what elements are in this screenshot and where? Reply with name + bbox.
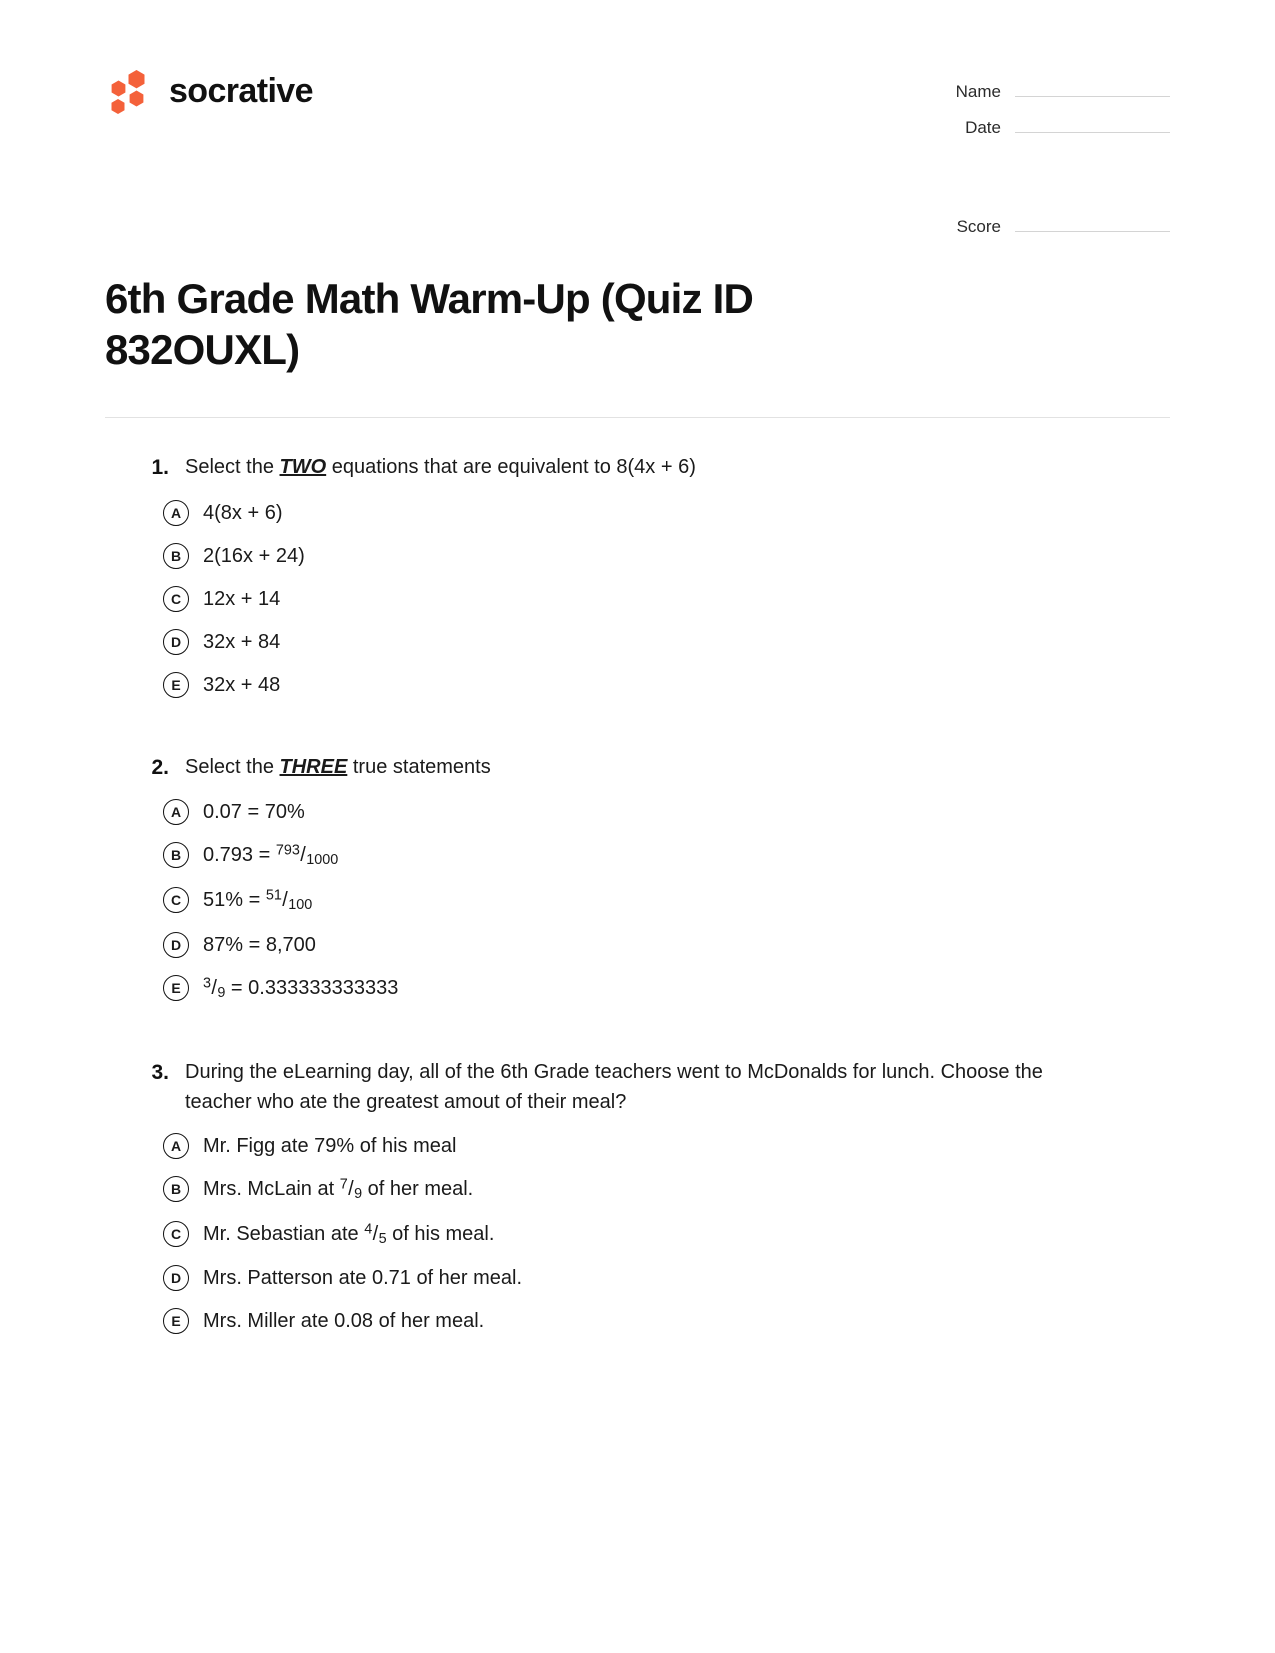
fraction-denominator: 5 bbox=[378, 1230, 387, 1247]
choice-text: 32x + 84 bbox=[203, 630, 281, 653]
choice-e[interactable] bbox=[105, 670, 1170, 700]
fraction-slash: / bbox=[300, 844, 306, 867]
choice-text: 0.793 = $^{793}$/1000 bbox=[203, 843, 339, 869]
choice-text: Mr. Sebastian ate $^4$/5 of his meal. bbox=[203, 1221, 495, 1247]
question-text: Select the TWO equations that are equivalent to 8(4x + 6) bbox=[185, 456, 696, 479]
date-field-row bbox=[925, 112, 1170, 138]
question-number: 2. bbox=[151, 755, 169, 779]
fraction-slash: / bbox=[372, 1222, 379, 1245]
choice-b[interactable] bbox=[105, 541, 1170, 571]
socrative-hexagon-icon bbox=[105, 68, 151, 114]
socrative-logo bbox=[105, 60, 313, 114]
choice-bubble-d[interactable]: D bbox=[163, 1265, 189, 1291]
choice-a[interactable] bbox=[105, 1131, 1170, 1161]
question-emphasis: TWO bbox=[279, 456, 327, 479]
choice-bubble-b[interactable]: B bbox=[163, 1176, 189, 1202]
score-input-line[interactable] bbox=[1015, 211, 1170, 232]
fraction bbox=[364, 1223, 386, 1245]
choice-list bbox=[105, 1131, 1170, 1337]
choice-bubble-e[interactable]: E bbox=[163, 672, 189, 698]
page-title: 6th Grade Math Warm-Up (Quiz ID 832OUXL) bbox=[105, 275, 754, 374]
choice-text: 12x + 14 bbox=[203, 587, 281, 610]
fraction-denominator: 100 bbox=[288, 897, 313, 914]
choice-text: 2(16x + 24) bbox=[203, 544, 305, 567]
choice-bubble-a[interactable]: A bbox=[163, 1133, 189, 1159]
student-meta-fields bbox=[925, 60, 1170, 247]
choice-b[interactable] bbox=[105, 840, 1170, 872]
fraction bbox=[265, 887, 313, 914]
choice-bubble-d[interactable]: D bbox=[163, 932, 189, 958]
choice-a[interactable] bbox=[105, 797, 1170, 827]
choice-text: 32x + 48 bbox=[203, 673, 281, 696]
title-block bbox=[0, 247, 1275, 375]
question-stem bbox=[105, 752, 1170, 784]
fraction-numerator: 3 bbox=[203, 975, 212, 992]
fraction-numerator: 793 bbox=[275, 843, 300, 859]
question-3 bbox=[105, 1057, 1170, 1337]
choice-bubble-b[interactable]: B bbox=[163, 543, 189, 569]
choice-text: Mrs. Patterson ate 0.71 of her meal. bbox=[203, 1267, 523, 1290]
fraction-numerator: 4 bbox=[364, 1221, 373, 1238]
choice-bubble-b[interactable]: B bbox=[163, 842, 189, 868]
fraction-slash: / bbox=[348, 1177, 354, 1200]
date-label: Date bbox=[965, 118, 1001, 137]
fraction-denominator: 9 bbox=[354, 1185, 363, 1202]
fraction-numerator: 7 bbox=[339, 1176, 348, 1193]
score-field-row bbox=[925, 211, 1170, 237]
choice-text: Mrs. Miller ate 0.08 of her meal. bbox=[203, 1310, 485, 1333]
fraction bbox=[275, 843, 339, 869]
fraction bbox=[203, 975, 226, 1002]
page-header bbox=[0, 0, 1275, 247]
choice-bubble-c[interactable]: C bbox=[163, 586, 189, 612]
brand-name: socrative bbox=[169, 72, 313, 110]
question-2 bbox=[105, 752, 1170, 1005]
choice-c[interactable] bbox=[105, 584, 1170, 614]
fraction-slash: / bbox=[282, 889, 288, 912]
choice-text: 51% = $^{51}$/100 bbox=[203, 887, 313, 914]
choice-e[interactable] bbox=[105, 1306, 1170, 1336]
fraction-slash: / bbox=[211, 977, 217, 999]
choice-d[interactable] bbox=[105, 1263, 1170, 1293]
choice-list bbox=[105, 498, 1170, 700]
choice-text: $^3$/9 = 0.333333333333 bbox=[203, 975, 399, 1002]
choice-a[interactable] bbox=[105, 498, 1170, 528]
score-label: Score bbox=[956, 217, 1001, 236]
choice-text: Mrs. McLain at $^7$/9 of her meal. bbox=[203, 1176, 474, 1202]
choice-text: 0.07 = 70% bbox=[203, 801, 305, 824]
choice-bubble-c[interactable]: C bbox=[163, 1221, 189, 1247]
question-text: During the eLearning day, all of the 6th Grade teachers went to McDonalds for lunch. Choose the teacher who ate the greatest amout of their meal? bbox=[185, 1060, 1043, 1113]
choice-d[interactable] bbox=[105, 930, 1170, 960]
question-stem bbox=[105, 1057, 1170, 1117]
choice-text: 4(8x + 6) bbox=[203, 501, 283, 524]
date-input-line[interactable] bbox=[1015, 112, 1170, 133]
choice-text: 87% = 8,700 bbox=[203, 934, 316, 956]
question-number: 3. bbox=[151, 1060, 169, 1084]
question-emphasis: THREE bbox=[279, 755, 348, 778]
choice-bubble-e[interactable]: E bbox=[163, 975, 189, 1001]
name-field-row bbox=[925, 76, 1170, 102]
choice-bubble-e[interactable]: E bbox=[163, 1308, 189, 1334]
choice-bubble-c[interactable]: C bbox=[163, 887, 189, 913]
choice-bubble-a[interactable]: A bbox=[163, 799, 189, 825]
fraction-denominator: 1000 bbox=[306, 852, 339, 869]
choice-text: Mr. Figg ate 79% of his meal bbox=[203, 1134, 457, 1157]
name-input-line[interactable] bbox=[1015, 76, 1170, 97]
fraction-denominator: 9 bbox=[217, 985, 226, 1002]
choice-list bbox=[105, 797, 1170, 1004]
choice-c[interactable] bbox=[105, 1219, 1170, 1251]
choice-e[interactable] bbox=[105, 973, 1170, 1005]
question-1 bbox=[105, 452, 1170, 700]
choice-bubble-d[interactable]: D bbox=[163, 629, 189, 655]
choice-b[interactable] bbox=[105, 1174, 1170, 1206]
choice-bubble-a[interactable]: A bbox=[163, 500, 189, 526]
question-list bbox=[0, 418, 1275, 1336]
question-text: Select the THREE true statements bbox=[185, 755, 491, 778]
fraction bbox=[340, 1178, 362, 1200]
name-label: Name bbox=[955, 82, 1001, 101]
question-stem bbox=[105, 452, 1170, 484]
question-number: 1. bbox=[151, 456, 169, 480]
choice-d[interactable] bbox=[105, 627, 1170, 657]
fraction-numerator: 51 bbox=[265, 887, 282, 904]
choice-c[interactable] bbox=[105, 885, 1170, 917]
